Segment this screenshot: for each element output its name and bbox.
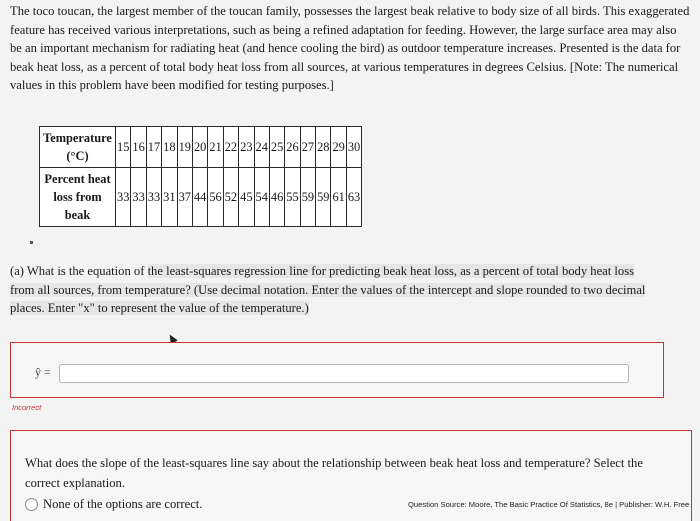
answer-box [10, 342, 664, 398]
heat-loss-header: Percent heat loss from beak [40, 168, 116, 227]
y-hat-label: ŷ = [35, 365, 51, 379]
temp-cell: 15 [116, 127, 131, 168]
heat-loss-cell: 59 [316, 168, 331, 227]
heat-loss-row [40, 168, 362, 227]
heat-loss-cell: 33 [146, 168, 161, 227]
heat-loss-cell: 52 [223, 168, 238, 227]
heat-loss-cell: 63 [346, 168, 361, 227]
heat-loss-cell: 33 [131, 168, 146, 227]
question-source: Question Source: Moore, The Basic Practice Of Statistics, 8e | Publisher: W.H. Free [408, 500, 690, 509]
heat-loss-cell: 46 [269, 168, 284, 227]
temp-cell: 28 [316, 127, 331, 168]
temp-cell: 19 [177, 127, 192, 168]
temp-cell: 16 [131, 127, 146, 168]
temp-cell: 18 [162, 127, 177, 168]
option-label: None of the options are correct. [43, 497, 203, 511]
heat-loss-cell: 55 [285, 168, 300, 227]
temp-cell: 29 [331, 127, 346, 168]
heat-loss-cell: 44 [192, 168, 207, 227]
temperature-row [40, 127, 362, 168]
heat-loss-cell: 61 [331, 168, 346, 227]
data-table [39, 126, 362, 227]
heat-loss-cell: 33 [116, 168, 131, 227]
question-a: (a) What is the equation of the least-squares regression line for predicting beak heat loss, as a percent of total body heat loss from all sources, from temperature? (Use decimal notation. Enter the values of the intercept and slope rounded to two decimal places. Enter "x" to represent the value of the temperature.) [10, 264, 646, 316]
temp-cell: 23 [239, 127, 254, 168]
heat-loss-cell: 37 [177, 168, 192, 227]
heat-loss-cell: 31 [162, 168, 177, 227]
radio-button[interactable] [25, 498, 38, 511]
temperature-header: Temperature (°C) [40, 127, 116, 168]
temp-cell: 20 [192, 127, 207, 168]
equation-input[interactable] [59, 364, 629, 383]
problem-intro: The toco toucan, the largest member of the toucan family, possesses the largest beak relative to body size of all birds. This exaggerated feature has received various interpretations, such as being a refined adaptation for feeding. However, the large surface area may also be an important mechanism for radiating heat (and hence cooling the bird) as outdoor temperature increases. Presented is the data for beak heat loss, as a percent of total body heat loss from all sources, at various temperatures in degrees Celsius. [Note: The numerical values in this problem have been modified for testing purposes.] [10, 4, 690, 93]
heat-loss-cell: 54 [254, 168, 269, 227]
bullet-dot [30, 241, 33, 244]
option-none-correct[interactable] [25, 497, 202, 512]
temp-cell: 30 [346, 127, 361, 168]
heat-loss-cell: 59 [300, 168, 315, 227]
heat-loss-cell: 45 [239, 168, 254, 227]
slope-question-box [10, 430, 692, 521]
temp-cell: 17 [146, 127, 161, 168]
question-a-highlight: the least-squares regression line for predicting beak heat loss, as a percent of total body heat loss from all sources, from temperature? (Use decimal notation. Enter the values of the intercept and slope rounded to two decimal places. Enter "x" to represent the value of the temperature.) [10, 264, 646, 316]
temp-cell: 26 [285, 127, 300, 168]
temp-cell: 22 [223, 127, 238, 168]
slope-question: What does the slope of the least-squares line say about the relationship between beak heat loss and temperature? Select the correct explanation. [25, 456, 643, 490]
temp-cell: 25 [269, 127, 284, 168]
temp-cell: 27 [300, 127, 315, 168]
heat-loss-cell: 56 [208, 168, 223, 227]
incorrect-label: Incorrect [12, 403, 42, 412]
temp-cell: 21 [208, 127, 223, 168]
temp-cell: 24 [254, 127, 269, 168]
